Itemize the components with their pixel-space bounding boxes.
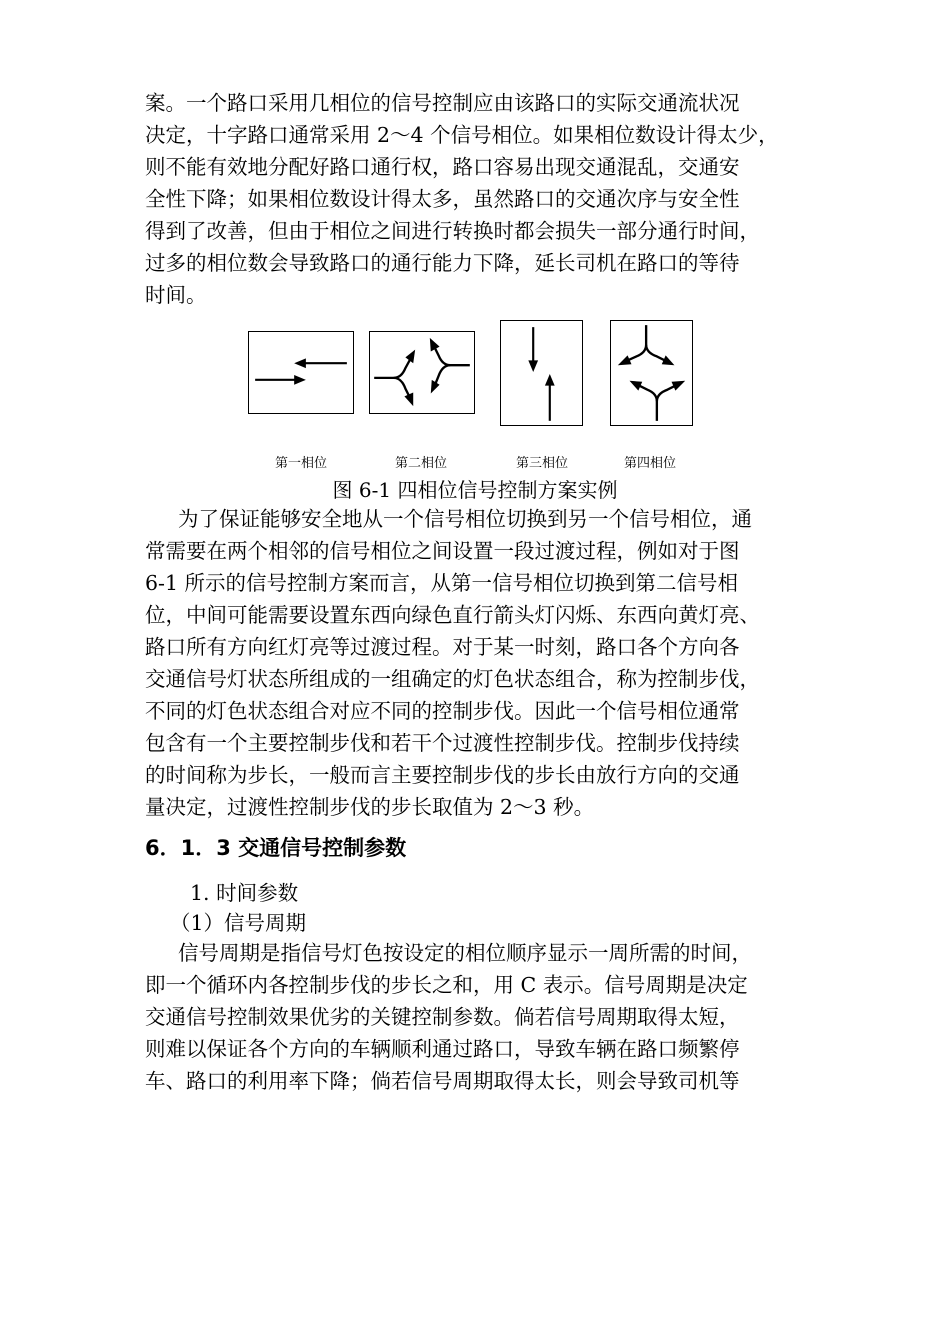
subsection-heading	[190, 876, 298, 906]
paragraph1-line: 得到了改善，但由于相位之间进行转换时都会损失一部分通行时间，	[145, 219, 760, 243]
paragraph3-line: 车、路口的利用率下降；倘若信号周期取得太长，则会导致司机等	[145, 1069, 740, 1093]
subsection-title: 时间参数	[216, 881, 299, 905]
phase1-label: 第一相位	[274, 456, 327, 471]
paragraph1-line: 决定，十字路口通常采用 2～4 个信号相位。如果相位数设计得太少，	[145, 123, 779, 147]
phase2-label: 第二相位	[394, 456, 447, 471]
paragraph2-line: 包含有一个主要控制步伐和若干个过渡性控制步伐。控制步伐持续	[145, 731, 740, 755]
phase1-arrows-icon	[249, 332, 353, 413]
phase3-arrows-icon	[501, 321, 582, 425]
paragraph1-line: 过多的相位数会导致路口的通行能力下降，延长司机在路口的等待	[145, 251, 740, 275]
phase1-diagram	[248, 331, 354, 414]
paragraph2-line: 路口所有方向红灯亮等过渡过程。对于某一时刻，路口各个方向各	[145, 635, 740, 659]
phase2-diagram	[369, 331, 475, 414]
subsubsection-heading	[170, 906, 306, 936]
phase4-diagram	[610, 320, 693, 426]
subsubsection-title: 信号周期	[224, 911, 307, 935]
paragraph2-line: 的时间称为步长，一般而言主要控制步伐的步长由放行方向的交通	[145, 763, 740, 787]
paragraph1-line: 则不能有效地分配好路口通行权，路口容易出现交通混乱，交通安	[145, 155, 740, 179]
paragraph3-line: 信号周期是指信号灯色按设定的相位顺序显示一周所需的时间，	[178, 941, 752, 965]
paragraph3-line: 交通信号控制效果优劣的关键控制参数。倘若信号周期取得太短，	[145, 1005, 740, 1029]
paragraph1-line: 案。一个路口采用几相位的信号控制应由该路口的实际交通流状况	[145, 91, 740, 115]
subsubsection-number: （1）	[170, 911, 225, 935]
paragraph2-line: 常需要在两个相邻的信号相位之间设置一段过渡过程，例如对于图	[145, 539, 740, 563]
paragraph2-line: 为了保证能够安全地从一个信号相位切换到另一个信号相位，通	[178, 507, 752, 531]
figure-caption: 图 6-1 四相位信号控制方案实例	[332, 478, 618, 502]
paragraph1-line: 时间。	[145, 283, 207, 307]
paragraph2-line: 6-1 所示的信号控制方案而言，从第一信号相位切换到第二信号相	[145, 571, 739, 595]
phase3-diagram	[500, 320, 583, 426]
phase4-label: 第四相位	[623, 456, 676, 471]
paragraph2-line: 位，中间可能需要设置东西向绿色直行箭头灯闪烁、东西向黄灯亮、	[145, 603, 760, 627]
phase4-turn-arrows-icon	[611, 321, 692, 425]
paragraph2-line: 不同的灯色状态组合对应不同的控制步伐。因此一个信号相位通常	[145, 699, 740, 723]
paragraph2-line: 量决定，过渡性控制步伐的步长取值为 2～3 秒。	[145, 795, 595, 819]
paragraph2-line: 交通信号灯状态所组成的一组确定的灯色状态组合，称为控制步伐，	[145, 667, 760, 691]
phase2-turn-arrows-icon	[370, 332, 474, 413]
paragraph3-line: 则难以保证各个方向的车辆顺利通过路口，导致车辆在路口频繁停	[145, 1037, 740, 1061]
paragraph3-line: 即一个循环内各控制步伐的步长之和，用 C 表示。信号周期是决定	[145, 973, 748, 997]
phase3-label: 第三相位	[515, 456, 568, 471]
paragraph1-line: 全性下降；如果相位数设计得太多，虽然路口的交通次序与安全性	[145, 187, 740, 211]
subsection-number: 1.	[190, 881, 210, 905]
section-heading: 6．1．3 交通信号控制参数	[145, 836, 407, 860]
